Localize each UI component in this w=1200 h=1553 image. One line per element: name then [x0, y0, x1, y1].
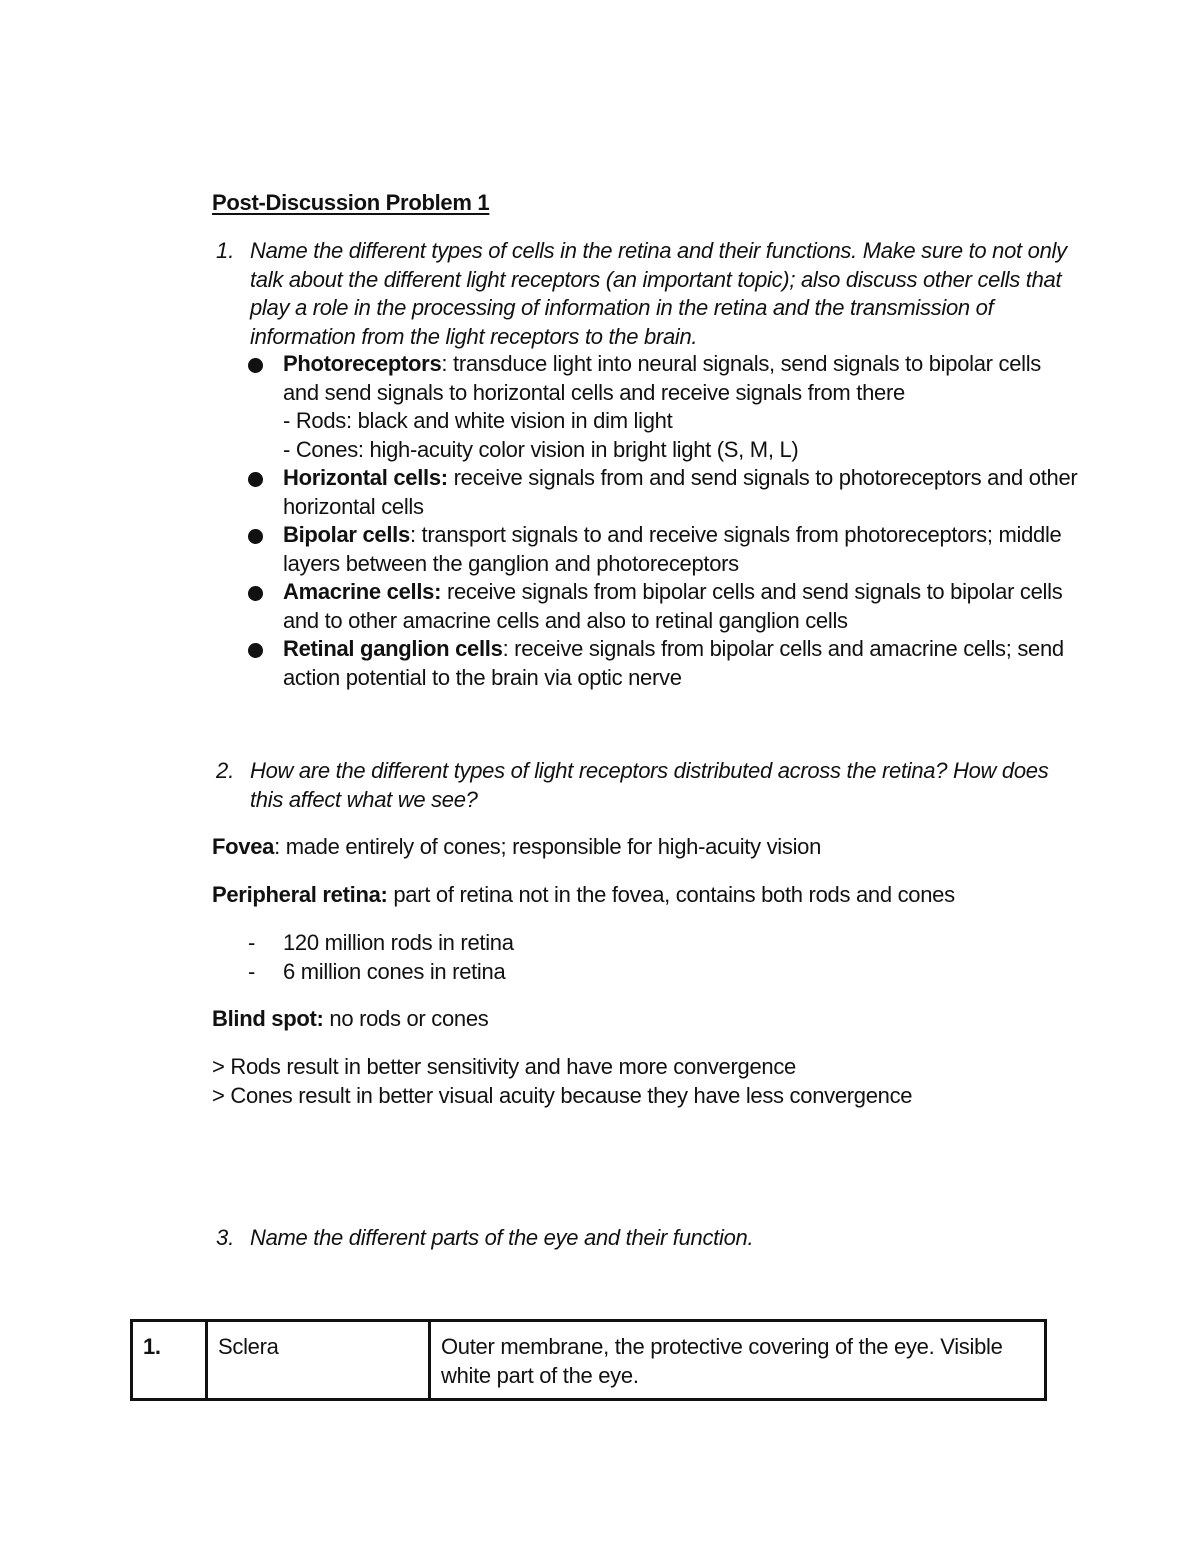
part-name-cell: Sclera	[207, 1321, 430, 1400]
bullet-icon	[248, 586, 263, 601]
note-line: > Cones result in better visual acuity because they have less convergence	[212, 1082, 913, 1108]
list-item	[248, 929, 514, 958]
bullet-icon	[248, 472, 263, 487]
sub-item-cones: - Cones: high-acuity color vision in bright light (S, M, L)	[283, 436, 799, 462]
list-item-photoreceptors	[248, 350, 1078, 464]
separator: :	[441, 351, 448, 376]
description: receive signals from bipolar cells and send signals to bipolar cells and to other amacrine cells and also to retinal ganglion cells	[283, 579, 1063, 633]
question-3-text: Name the different parts of the eye and their function.	[250, 1225, 754, 1250]
part-function-cell: Outer membrane, the protective covering of the eye. Visible white part of the eye.	[430, 1321, 1046, 1400]
term: Blind spot:	[212, 1006, 324, 1031]
separator: :	[274, 834, 280, 859]
question-1-number: 1.	[216, 238, 235, 263]
table-row	[132, 1321, 1046, 1400]
eye-parts-table	[130, 1319, 1047, 1401]
convergence-notes	[212, 1053, 912, 1110]
question-3-number: 3.	[216, 1225, 235, 1250]
description: no rods or cones	[323, 1006, 489, 1031]
question-1-text: Name the different types of cells in the retina and their functions. Make sure to not only talk about the different light receptors (an important topic); also discuss other cells that play a role in the processing of information in the retina and the transmission of information from the light receptors to the brain.	[250, 238, 1067, 349]
question-2-number: 2.	[216, 758, 235, 783]
list-item-retinal-ganglion-cells	[248, 635, 1078, 692]
dash-marker: -	[248, 930, 256, 955]
term: Retinal ganglion cells	[283, 636, 503, 661]
row-number-cell: 1.	[132, 1321, 207, 1400]
description: transport signals to and receive signals from photoreceptors; middle layers between the ganglion and photoreceptors	[283, 522, 1062, 576]
question-2-text: How are the different types of light receptors distributed across the retina? How does this affect what we see?	[250, 758, 1049, 812]
term: Photoreceptors	[283, 351, 442, 376]
list-item-amacrine-cells	[248, 578, 1078, 635]
peripheral-retina-paragraph	[212, 881, 955, 910]
term: Fovea	[212, 834, 275, 859]
page-heading: Post-Discussion Problem 1	[212, 190, 490, 215]
list-item-text: 6 million cones in retina	[283, 958, 506, 984]
list-item-text: 120 million rods in retina	[283, 930, 514, 955]
term: Amacrine cells:	[283, 579, 442, 604]
description: receive signals from and send signals to photoreceptors and other horizontal cells	[283, 465, 1078, 519]
term: Horizontal cells:	[283, 465, 448, 490]
term: Bipolar cells	[283, 522, 410, 547]
description: made entirely of cones; responsible for high-acuity vision	[279, 834, 822, 859]
blind-spot-paragraph	[212, 1005, 488, 1034]
description: transduce light into neural signals, send signals to bipolar cells and send signals to horizontal cells and receive signals from there	[283, 351, 1042, 405]
dash-marker: -	[248, 958, 256, 984]
bullet-icon	[248, 643, 263, 658]
sub-item-rods: - Rods: black and white vision in dim light	[283, 408, 673, 433]
separator: :	[409, 522, 416, 547]
list-item-horizontal-cells	[248, 464, 1078, 521]
list-item-bipolar-cells	[248, 521, 1078, 578]
bullet-icon	[248, 358, 263, 373]
description: part of retina not in the fovea, contains both rods and cones	[387, 882, 955, 907]
fovea-paragraph	[212, 833, 821, 862]
receptor-count-list	[248, 929, 514, 986]
description: receive signals from bipolar cells and amacrine cells; send action potential to the brain via optic nerve	[283, 636, 1064, 690]
retina-cell-list	[248, 350, 1078, 692]
note-line: > Rods result in better sensitivity and have more convergence	[212, 1054, 796, 1079]
bullet-icon	[248, 529, 263, 544]
term: Peripheral retina:	[212, 882, 388, 907]
separator: :	[502, 636, 509, 661]
list-item	[248, 958, 514, 987]
